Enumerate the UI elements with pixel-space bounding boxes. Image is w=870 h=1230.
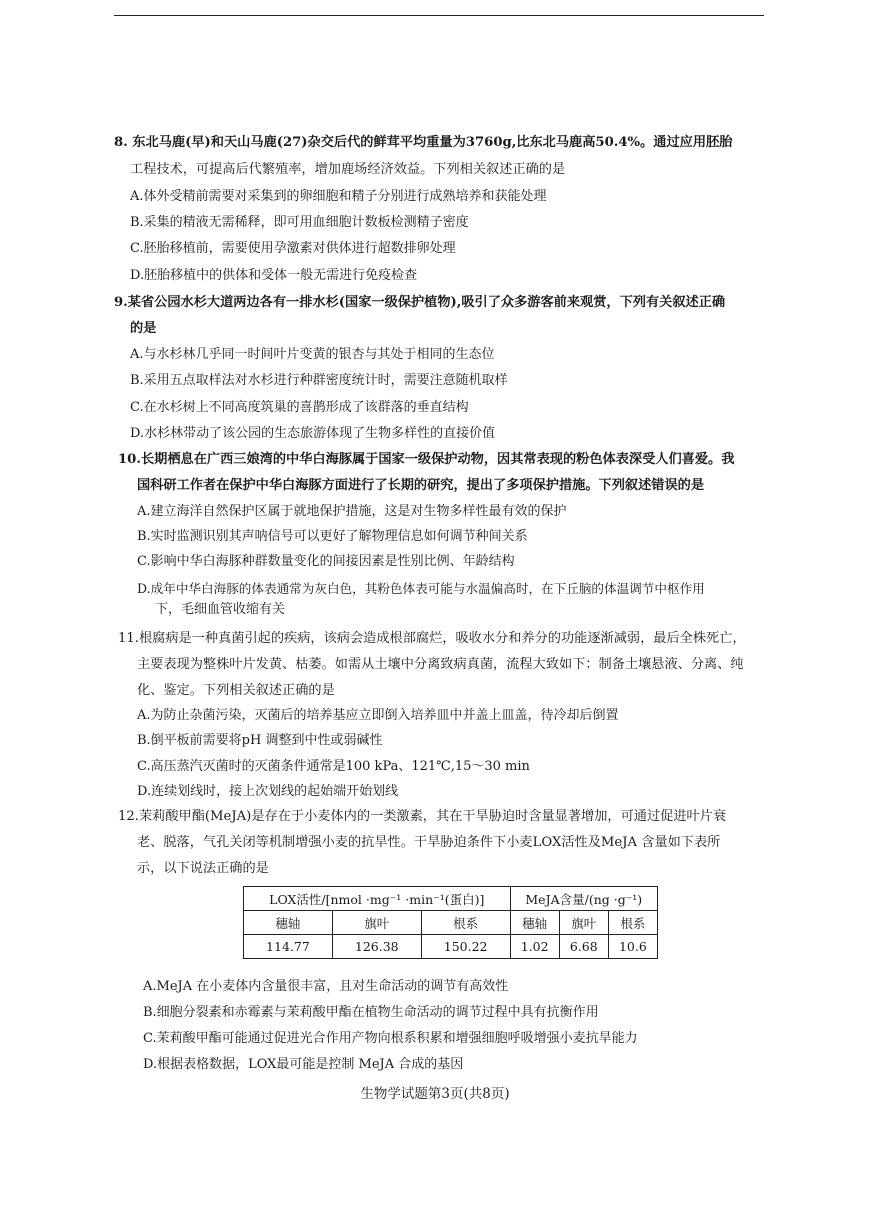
q12-option-a: A.MeJA 在小麦体内含量很丰富，且对生命活动的调节有高效性 [143,979,509,994]
table-cell: 1.02 [510,935,559,959]
q10-option-d: D.成年中华白海豚的体表通常为灰白色，其粉色体表可能与水温偏高时，在下丘脑的体温调节中枢作用 [137,581,705,596]
q10-stem-line-2: 国科研工作者在保护中华白海豚方面进行了长期的研究，提出了多项保护措施。下列叙述错误的是 [137,478,705,493]
table-subheader: 穗轴 [244,911,333,935]
q8-option-c: C.胚胎移植前，需要使用孕激素对供体进行超数排卵处理 [130,241,456,256]
q8-option-d: D.胚胎移植中的供体和受体一般无需进行免疫检查 [130,268,418,283]
table-header-lox: LOX活性/[nmol ·mg⁻¹ ·min⁻¹(蛋白)] [244,887,511,911]
lox-meja-table [243,886,658,959]
q11-stem-line-1: 11.根腐病是一种真菌引起的疾病，该病会造成根部腐烂，吸收水分和养分的功能逐渐减弱，最后全株死亡， [118,631,746,646]
table-cell: 10.6 [608,935,657,959]
q12-option-c: C.茉莉酸甲酯可能通过促进光合作用产物向根系积累和增强细胞呼吸增强小麦抗旱能力 [143,1031,638,1046]
q8-stem-line-1: 8. 东北马鹿(早)和天山马鹿(27)杂交后代的鲜茸平均重量为3760g,比东北马鹿高50.4%。通过应用胚胎 [114,135,733,150]
table-cell: 150.22 [421,935,510,959]
page-footer: 生物学试题第3页(共8页) [360,1086,510,1102]
table-cell: 126.38 [332,935,421,959]
table-row [244,935,658,959]
q8-stem-line-2: 工程技术，可提高后代繁殖率，增加鹿场经济效益。下列相关叙述正确的是 [130,162,566,177]
q11-option-c: C.高压蒸汽灭菌时的灭菌条件通常是100 kPa、121℃,15～30 min [137,759,530,774]
q11-stem-line-2: 主要表现为整株叶片发黄、枯萎。如需从土壤中分离致病真菌，流程大致如下：制备土壤悬液、分离、纯 [137,657,744,672]
table-cell: 114.77 [244,935,333,959]
q9-option-b: B.采用五点取样法对水杉进行种群密度统计时，需要注意随机取样 [130,373,508,388]
q12-stem-line-1: 12.茉莉酸甲酯(MeJA)是存在于小麦体内的一类激素，其在干旱胁迫时含量显著增加，可通过促进叶片衰 [118,809,727,824]
q12-stem-line-2: 老、脱落，气孔关闭等机制增强小麦的抗旱性。干旱胁迫条件下小麦LOX活性及MeJA 含量如下表所 [137,835,721,850]
table-subheader: 旗叶 [559,911,608,935]
q8-option-a: A.体外受精前需要对采集到的卵细胞和精子分别进行成熟培养和获能处理 [130,189,547,204]
q11-option-a: A.为防止杂菌污染，灭菌后的培养基应立即倒入培养皿中并盖上皿盖，待冷却后倒置 [137,708,619,723]
q9-option-d: D.水杉林带动了该公园的生态旅游体现了生物多样性的直接价值 [130,426,496,441]
q10-option-c: C.影响中华白海豚种群数量变化的间接因素是性别比例、年龄结构 [137,554,515,569]
q12-stem-line-3: 示，以下说法正确的是 [137,861,269,876]
q11-stem-line-3: 化、鉴定。下列相关叙述正确的是 [137,683,335,698]
q11-option-d: D.连续划线时，接上次划线的起始端开始划线 [137,784,399,799]
q9-option-c: C.在水杉树上不同高度筑巢的喜鹊形成了该群落的垂直结构 [130,400,469,415]
table-subheader: 根系 [421,911,510,935]
q9-stem-line-1: 9.某省公园水杉大道两边各有一排水杉(国家一级保护植物),吸引了众多游客前来观赏，下列有关叙述正确 [114,295,726,310]
q10-option-a: A.建立海洋自然保护区属于就地保护措施，这是对生物多样性最有效的保护 [137,504,567,519]
q12-option-d: D.根据表格数据，LOX最可能是控制 MeJA 合成的基因 [143,1057,464,1072]
table-subheader: 旗叶 [332,911,421,935]
q10-stem-line-1: 10.长期栖息在广西三娘湾的中华白海豚属于国家一级保护动物，因其常表现的粉色体表深受人们喜爱。我 [118,452,735,467]
q10-option-b: B.实时监测识别其声呐信号可以更好了解物理信息如何调节种间关系 [137,529,528,544]
q11-option-b: B.倒平板前需要将pH 调整到中性或弱碱性 [137,733,383,748]
q12-option-b: B.细胞分裂素和赤霉素与茉莉酸甲酯在植物生命活动的调节过程中具有抗衡作用 [143,1005,599,1020]
table-header-row [244,887,658,911]
table-cell: 6.68 [559,935,608,959]
table-subheader-row [244,911,658,935]
table-subheader: 根系 [608,911,657,935]
q8-option-b: B.采集的精液无需稀释，即可用血细胞计数板检测精子密度 [130,215,469,230]
table-header-meja: MeJA含量/(ng ·g⁻¹) [510,887,657,911]
q10-option-d-continued: 下，毛细血管收缩有关 [155,602,286,617]
table-subheader: 穗轴 [510,911,559,935]
q9-stem-line-2: 的是 [130,321,157,336]
q9-option-a: A.与水杉林几乎同一时间叶片变黄的银杏与其处于相同的生态位 [130,347,495,362]
